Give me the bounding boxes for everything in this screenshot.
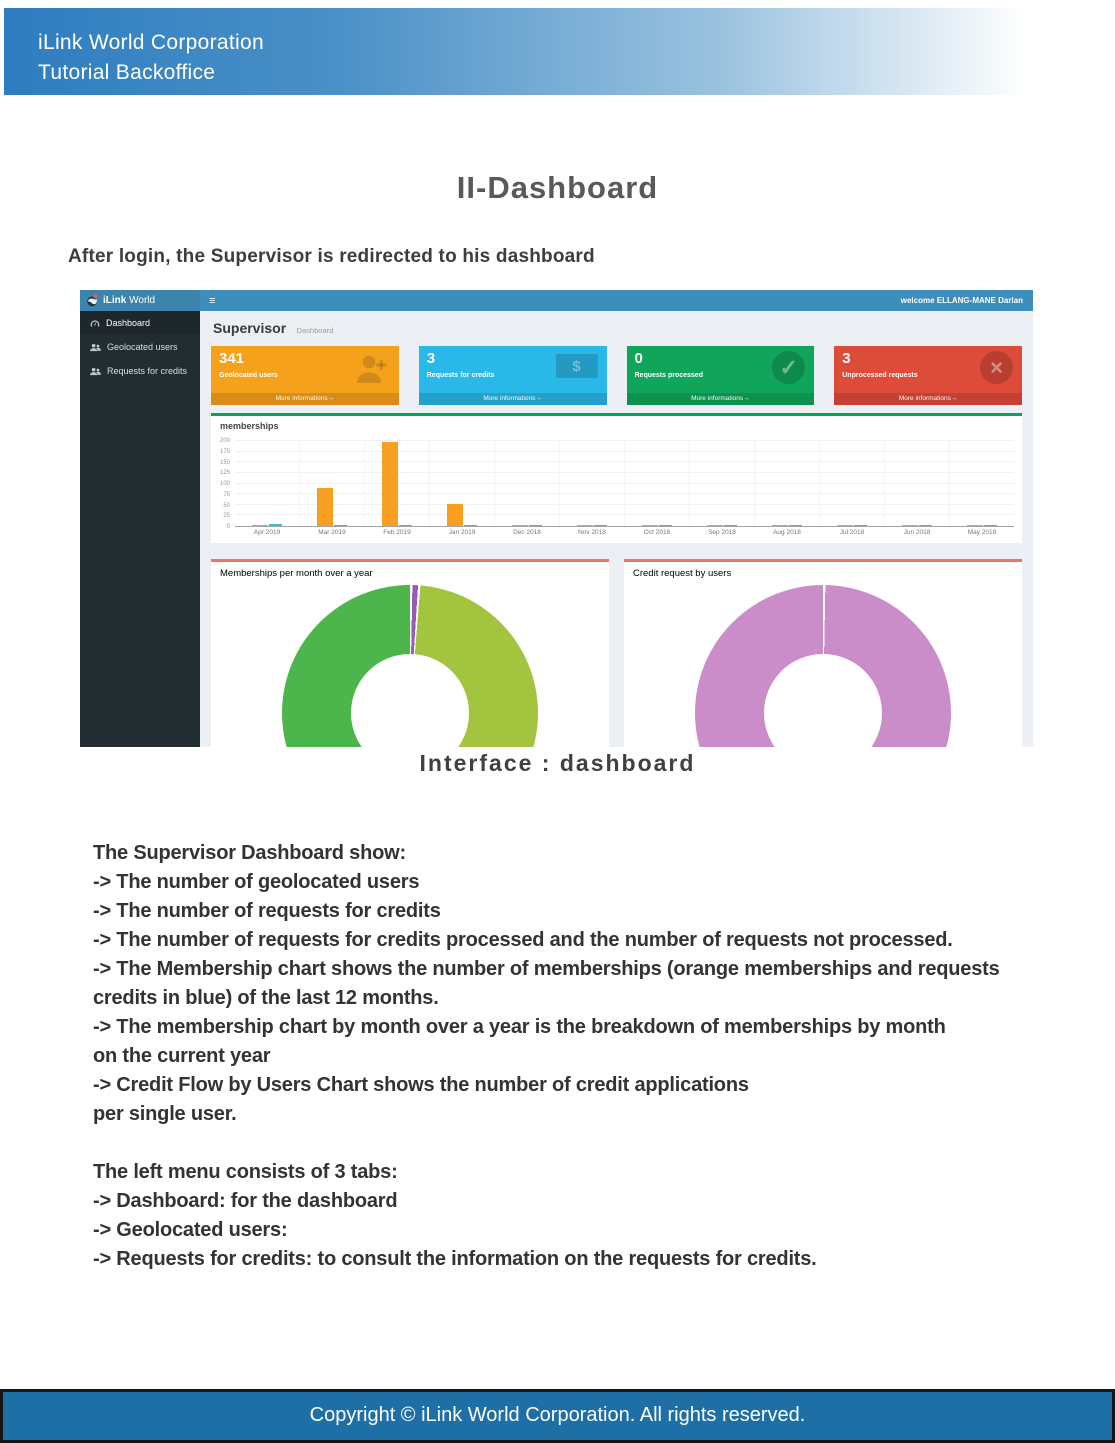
screenshot-caption: Interface : dashboard xyxy=(419,750,696,776)
bar-category xyxy=(884,441,949,536)
bar-requests-credits xyxy=(269,524,282,526)
x-tick-label: May 2018 xyxy=(967,529,997,536)
bar-memberships xyxy=(642,525,658,527)
times-circle-icon: × xyxy=(980,351,1013,384)
users-icon xyxy=(90,367,101,376)
bar-requests-credits xyxy=(334,525,347,527)
document-footer: Copyright © iLink World Corporation. All rights reserved. xyxy=(0,1389,1115,1443)
bar-category xyxy=(624,441,689,536)
more-informations-link[interactable]: More informations→ xyxy=(419,393,607,405)
bar-memberships xyxy=(837,525,853,527)
body-line: per single user. xyxy=(93,1103,237,1125)
bar-memberships xyxy=(577,525,593,527)
card-value: 3 xyxy=(426,350,436,367)
sidebar xyxy=(80,311,200,747)
sidebar-item-requests-for-credits[interactable] xyxy=(80,359,200,383)
bar-chart-plot xyxy=(235,441,1014,536)
dashboard-navbar xyxy=(80,290,1033,311)
bar-category xyxy=(494,441,559,536)
bar-requests-credits xyxy=(724,525,737,527)
bar-category xyxy=(754,441,819,536)
card-requests-processed xyxy=(627,346,815,405)
donut-2 xyxy=(695,585,951,747)
body-line: -> Geolocated users: xyxy=(93,1219,288,1241)
bar-requests-credits xyxy=(919,525,932,527)
content-title: Supervisor xyxy=(213,320,287,336)
welcome-user-menu[interactable]: welcome ELLANG-MANE Darlan xyxy=(900,296,1023,305)
x-tick-label: Mar 2019 xyxy=(318,529,346,536)
body-line: -> The Membership chart shows the number of memberships (orange memberships and requests xyxy=(93,958,1000,980)
y-tick-label: 200 xyxy=(219,438,230,444)
donut-hole xyxy=(351,654,469,747)
users-icon xyxy=(90,343,101,352)
bar-category xyxy=(429,441,494,536)
card-label: Requests processed xyxy=(634,371,703,379)
bar-requests-credits xyxy=(854,525,867,527)
bar-category xyxy=(559,441,624,536)
donut-wrap xyxy=(211,585,609,747)
bar-category xyxy=(949,441,1014,536)
bar-memberships xyxy=(967,525,983,527)
body-line: The left menu consists of 3 tabs: xyxy=(93,1161,398,1183)
donut-hole xyxy=(764,654,882,747)
donut-wrap xyxy=(624,585,1022,747)
card-value: 3 xyxy=(842,350,851,367)
document-header xyxy=(4,8,1115,95)
arrow-circle-icon: → xyxy=(743,395,750,402)
card-unprocessed-requests xyxy=(834,346,1022,405)
stat-cards-row xyxy=(211,346,1022,405)
more-informations-link[interactable]: More informations→ xyxy=(211,393,399,405)
memberships-panel-title: memberships xyxy=(220,421,279,431)
x-tick-label: Jan 2019 xyxy=(448,529,476,536)
more-informations-link[interactable]: More informations→ xyxy=(627,393,815,405)
x-tick-label: Aug 2018 xyxy=(773,529,801,536)
memberships-panel xyxy=(211,413,1022,543)
pie-panel-title: Credit request by users xyxy=(633,568,732,579)
sidebar-item-label: Geolocated users xyxy=(107,342,178,352)
card-label: Requests for credits xyxy=(426,371,495,379)
bar-requests-credits xyxy=(984,525,997,527)
x-tick-label: Nov 2018 xyxy=(578,529,606,536)
card-label: Geolocated users xyxy=(219,371,278,379)
money-icon: $ xyxy=(556,354,598,378)
x-tick-label: Feb 2019 xyxy=(383,529,411,536)
brand-name: iLink World xyxy=(103,295,156,306)
y-tick-label: 125 xyxy=(219,470,230,477)
sidebar-item-geolocated-users[interactable] xyxy=(80,335,200,359)
more-informations-link[interactable]: More informations→ xyxy=(834,393,1022,405)
card-requests-for-credits xyxy=(419,346,607,405)
bar-category xyxy=(299,441,364,536)
bar-memberships xyxy=(317,488,333,526)
pie-panels-row xyxy=(211,559,1022,747)
memberships-bar-chart xyxy=(213,439,1016,543)
arrow-circle-icon: → xyxy=(535,395,542,402)
sidebar-item-label: Dashboard xyxy=(106,318,151,328)
header-line-2: Tutorial Backoffice xyxy=(38,61,216,84)
y-tick-label: 150 xyxy=(219,459,230,466)
y-tick-label: 50 xyxy=(223,502,230,509)
x-tick-label: Dec 2018 xyxy=(513,529,541,536)
bar-requests-credits xyxy=(529,525,542,527)
bar-category xyxy=(689,441,754,536)
intro-text: After login, the Supervisor is redirected to his dashboard xyxy=(68,246,595,267)
donut-1 xyxy=(282,585,538,747)
x-tick-label: Sep 2018 xyxy=(708,529,736,536)
bar-category xyxy=(235,441,299,536)
y-tick-label: 100 xyxy=(219,481,230,487)
y-tick-label: 0 xyxy=(226,524,230,530)
body-text xyxy=(93,839,1058,1274)
user-plus-icon xyxy=(354,351,390,385)
arrow-circle-icon: → xyxy=(327,395,335,402)
bar-memberships xyxy=(447,504,463,526)
header-line-1: iLink World Corporation xyxy=(38,31,264,54)
sidebar-item-dashboard[interactable] xyxy=(80,311,200,335)
bar-requests-credits xyxy=(594,525,607,527)
brand-logo[interactable] xyxy=(80,290,200,311)
body-line: -> The number of requests for credits xyxy=(93,900,441,922)
y-tick-label: 175 xyxy=(219,448,230,455)
bar-category xyxy=(819,441,884,536)
sidebar-item-label: Requests for credits xyxy=(107,366,188,376)
bar-memberships xyxy=(772,525,788,527)
arrow-circle-icon: → xyxy=(950,395,958,402)
y-tick-label: 75 xyxy=(223,491,230,498)
body-line: -> The membership chart by month over a year is the breakdown of memberships by month xyxy=(93,1016,946,1038)
body-line: -> Dashboard: for the dashboard xyxy=(93,1190,398,1212)
content-heading xyxy=(213,320,1022,338)
navbar-bar xyxy=(200,290,1033,311)
card-label: Unprocessed requests xyxy=(842,371,918,379)
bar-memberships xyxy=(252,525,268,527)
card-geolocated-users xyxy=(211,346,399,405)
bar-requests-credits xyxy=(464,525,477,527)
bar-memberships xyxy=(512,525,528,527)
x-tick-label: Oct 2018 xyxy=(643,529,671,536)
body-line: -> The number of geolocated users xyxy=(93,871,420,893)
credit-request-by-users-panel xyxy=(624,559,1022,747)
bar-category xyxy=(364,441,429,536)
body-line: -> Requests for credits: to consult the information on the requests for credits. xyxy=(93,1248,817,1270)
body-line: -> The number of requests for credits processed and the number of requests not processed. xyxy=(93,929,953,951)
bar-memberships xyxy=(902,525,918,527)
body-line: -> Credit Flow by Users Chart shows the number of credit applications xyxy=(93,1074,749,1096)
bar-memberships xyxy=(382,442,398,526)
card-value: 0 xyxy=(634,350,643,367)
memberships-per-month-panel xyxy=(211,559,609,747)
bar-requests-credits xyxy=(789,525,802,527)
bar-requests-credits xyxy=(659,525,672,527)
bar-requests-credits xyxy=(399,525,412,527)
y-tick-label: 25 xyxy=(223,513,230,520)
check-circle-icon: ✓ xyxy=(772,351,805,384)
page-title: II-Dashboard xyxy=(456,170,659,205)
x-tick-label: Apr 2019 xyxy=(253,529,281,536)
bar-memberships xyxy=(707,525,723,527)
globe-pin-icon xyxy=(86,294,99,307)
dashboard-screenshot xyxy=(80,290,1033,747)
x-tick-label: Jun 2018 xyxy=(903,529,931,536)
dashboard-icon xyxy=(90,319,100,328)
x-tick-label: Jul 2018 xyxy=(839,529,865,536)
body-line: credits in blue) of the last 12 months. xyxy=(93,987,439,1009)
pie-panel-title: Memberships per month over a year xyxy=(220,568,373,579)
sidebar-toggle-icon[interactable]: ≡ xyxy=(209,294,216,307)
bar-chart-y-axis xyxy=(213,438,233,530)
content-subtitle: Dashboard xyxy=(296,326,334,335)
dashboard-content xyxy=(200,311,1033,747)
body-line: The Supervisor Dashboard show: xyxy=(93,842,406,864)
card-value: 341 xyxy=(219,350,245,367)
body-line: on the current year xyxy=(93,1045,271,1067)
